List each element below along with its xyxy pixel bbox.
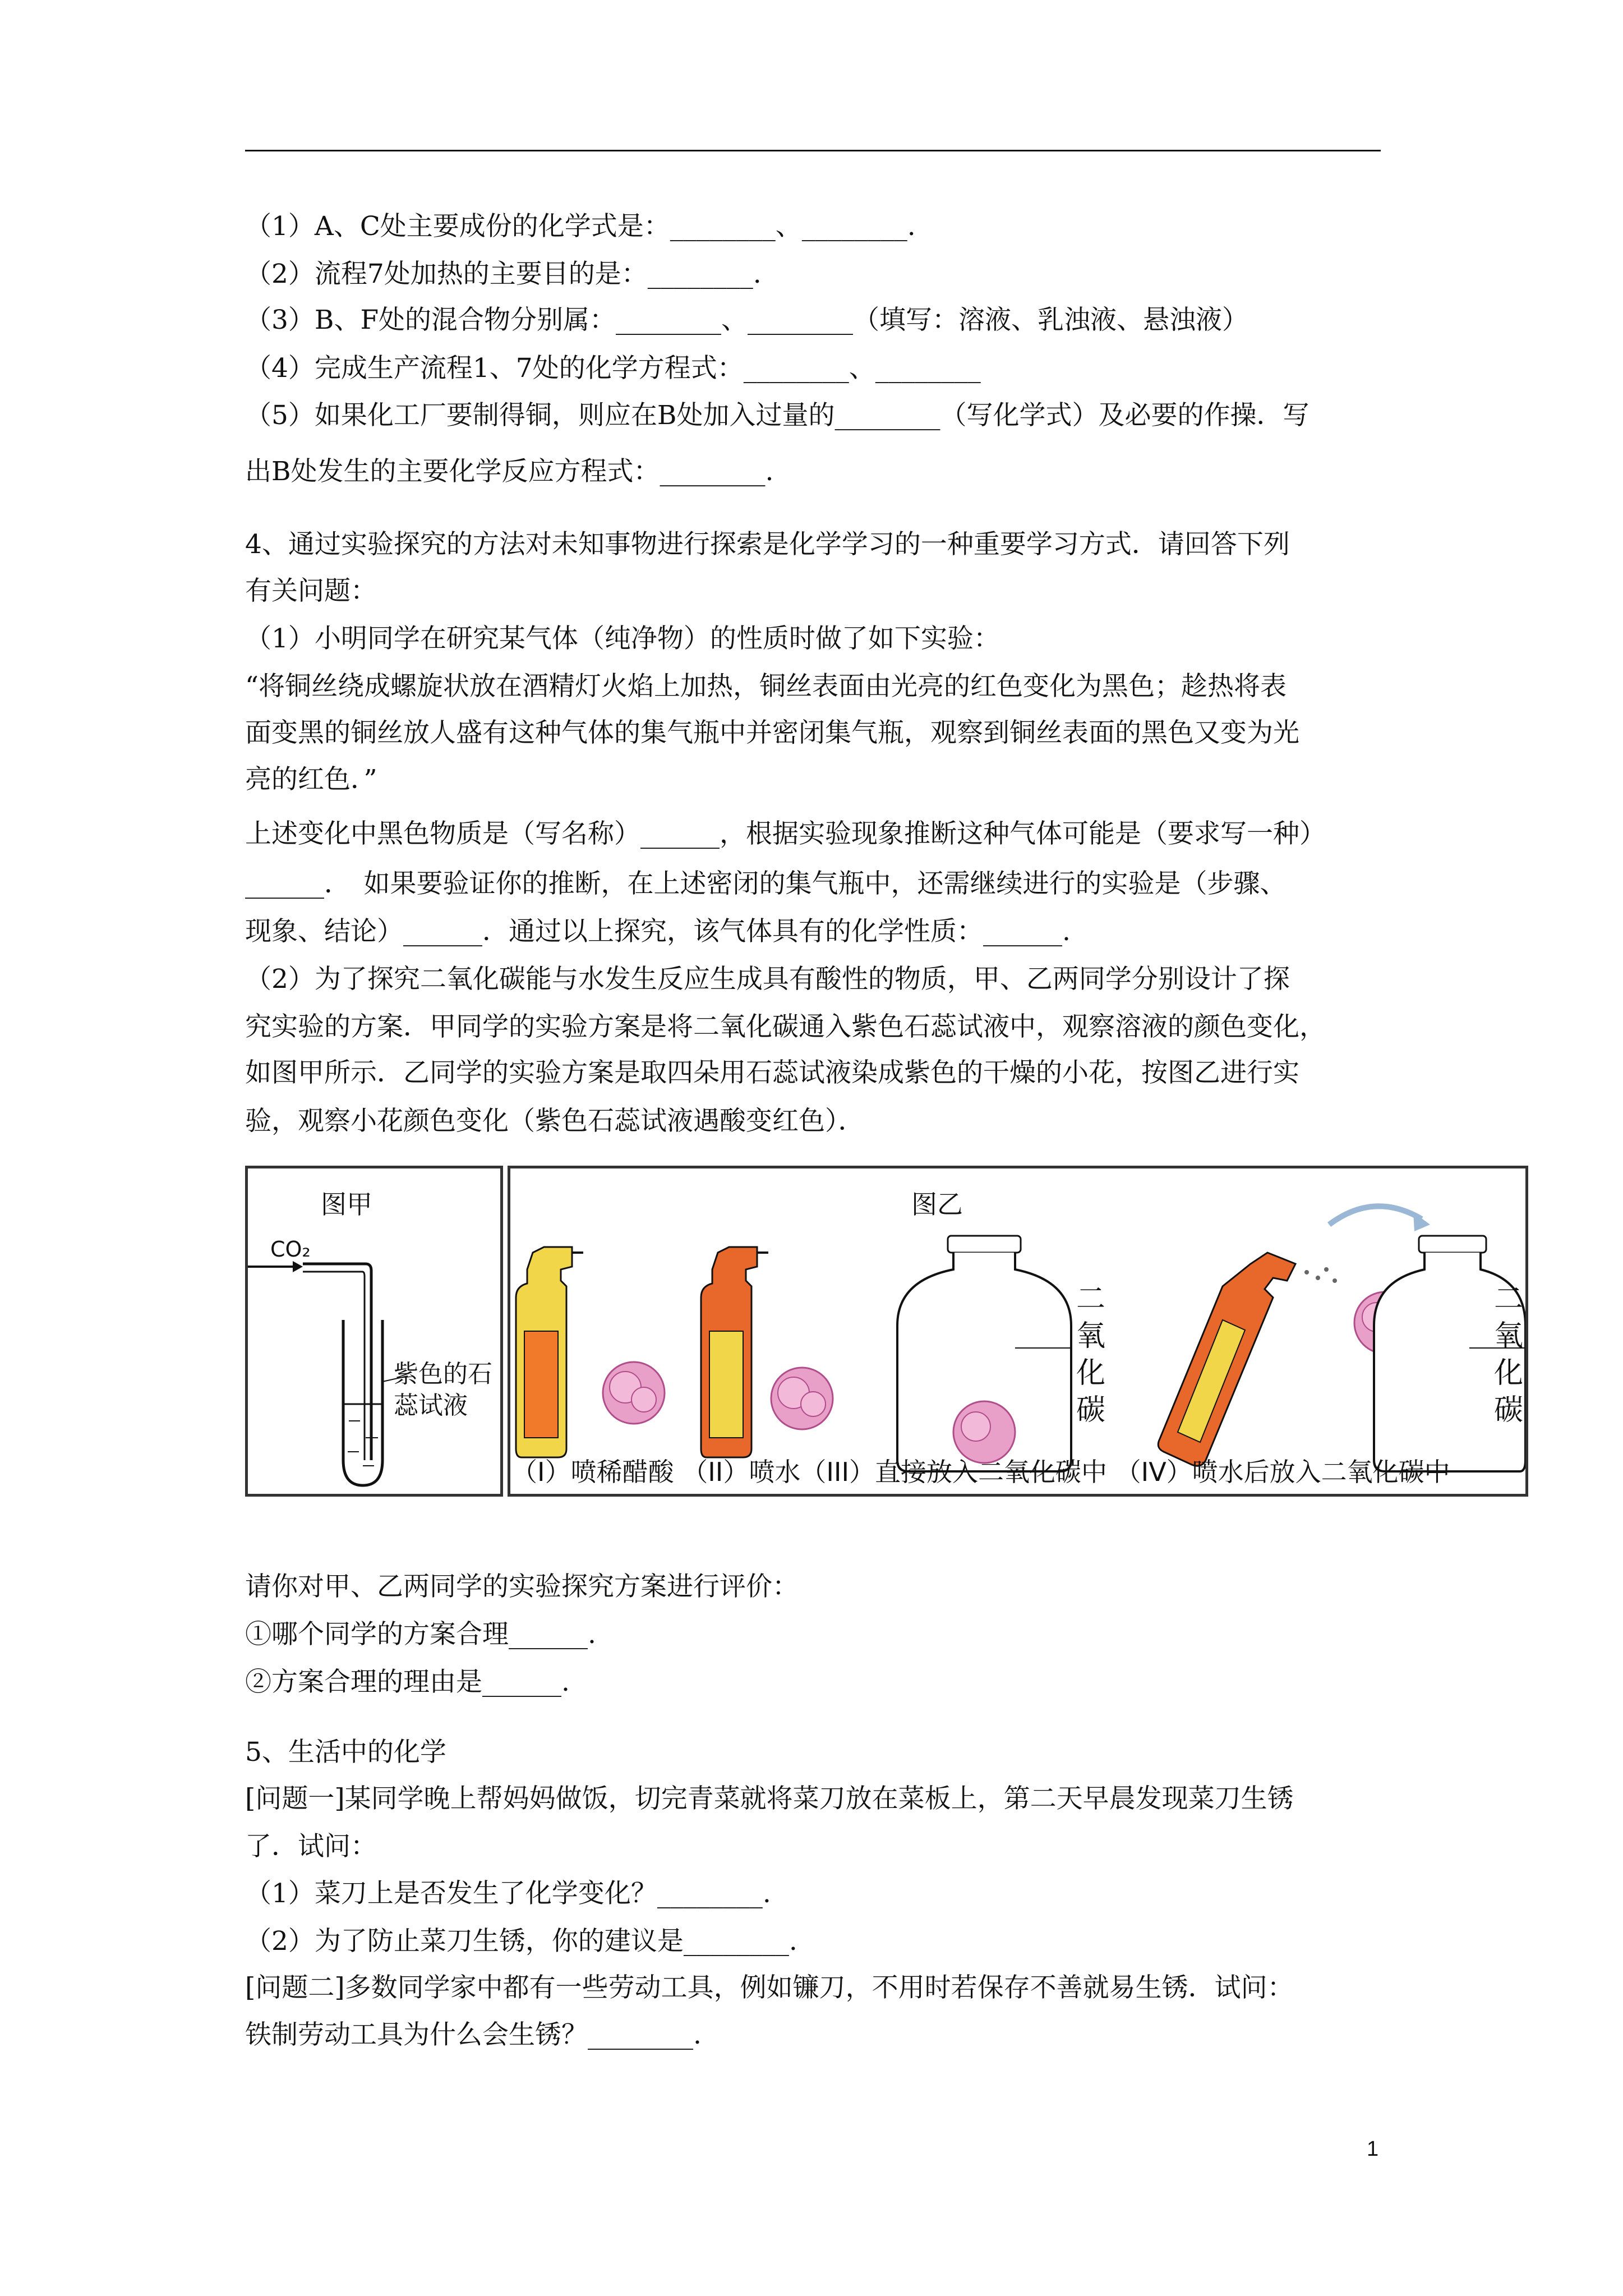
text-line: （1）菜刀上是否发生了化学变化？________. — [245, 1878, 771, 1909]
text-line: 验，观察小花颜色变化（紫色石蕊试液遇酸变红色）． — [245, 1106, 865, 1137]
text-line: （2）为了防止菜刀生锈，你的建议是________. — [245, 1926, 797, 1957]
header-rule — [245, 150, 1381, 151]
text-line: 究实验的方案．甲同学的实验方案是将二氧化碳通入紫色石蕊试液中，观察溶液的颜色变化， — [245, 1011, 1326, 1042]
text-line: [问题一]某同学晚上帮妈妈做饭，切完青菜就将菜刀放在菜板上，第二天早晨发现菜刀生锈 — [245, 1783, 1294, 1814]
text-line: 出B处发生的主要化学反应方程式：________. — [245, 456, 774, 487]
figure-b-caption: （I）喷稀醋酸 （II）喷水（III）直接放入二氧化碳中 （IV）喷水后放入二氧化碳中 — [511, 1457, 1450, 1487]
spray-bottle-2 — [701, 1247, 768, 1457]
liquid-label-1: 紫色的石 — [394, 1360, 492, 1388]
delivery-tube — [303, 1264, 371, 1460]
test-tube — [343, 1320, 382, 1485]
flower-2 — [771, 1368, 833, 1429]
figure-a — [245, 1166, 503, 1497]
text-line: ②方案合理的理由是______. — [245, 1667, 570, 1697]
figure-a-title: 图甲 — [321, 1189, 372, 1220]
flower-1 — [603, 1362, 665, 1424]
figure-b-illustrations — [510, 1168, 1525, 1494]
text-line: [问题二]多数同学家中都有一些劳动工具，例如镰刀，不用时若保存不善就易生锈．试问： — [245, 1972, 1294, 2003]
text-line: 面变黑的铜丝放人盛有这种气体的集气瓶中并密闭集气瓶，观察到铜丝表面的黑色又变为光 — [245, 717, 1299, 748]
text-line: （4）完成生产流程1、7处的化学方程式：________、________ — [245, 353, 981, 384]
gas-jar-1 — [897, 1236, 1071, 1471]
page-number: 1 — [1367, 2137, 1379, 2161]
text-line: 现象、结论）______．通过以上探究，该气体具有的化学性质：______. — [245, 916, 1071, 947]
text-line: （2）为了探究二氧化碳能与水发生反应生成具有酸性的物质，甲、乙两同学分别设计了探 — [245, 964, 1290, 995]
test-tube-apparatus — [248, 1168, 500, 1494]
text-line: 请你对甲、乙两同学的实验探究方案进行评价： — [245, 1571, 799, 1602]
co2-vertical-label-2: 二氧化碳 — [1493, 1282, 1523, 1427]
text-line: （5）如果化工厂要制得铜，则应在B处加入过量的________（写化学式）及必要的作操．写 — [245, 400, 1310, 431]
question-5-heading: 5、生活中的化学 — [245, 1737, 446, 1768]
figure-b-title: 图乙 — [911, 1189, 963, 1220]
text-line: 铁制劳动工具为什么会生锈？________. — [245, 2019, 702, 2050]
text-line: 上述变化中黑色物质是（写名称）______，根据实验现象推断这种气体可能是（要求写一种） — [245, 818, 1326, 849]
gas-arrow-head — [293, 1261, 303, 1272]
text-line: “将铜丝绕成螺旋状放在酒精灯火焰上加热，铜丝表面由光亮的红色变化为黑色；趁热将表 — [245, 671, 1287, 702]
text-line: 有关问题： — [245, 576, 377, 606]
text-line: （2）流程7处加热的主要目的是：________. — [245, 259, 762, 289]
spray-bottle-1 — [516, 1247, 583, 1457]
text-line: 了．试问： — [245, 1831, 377, 1862]
text-line: （3）B、F处的混合物分别属：________、________（填写：溶液、乳浊液、悬浊液） — [245, 305, 1249, 335]
text-line: （1）小明同学在研究某气体（纯净物）的性质时做了如下实验： — [245, 623, 1000, 654]
text-line: （1）A、C处主要成份的化学式是：________、________. — [245, 211, 916, 242]
spray-bottle-3 — [1158, 1253, 1337, 1466]
co2-label: CO₂ — [270, 1237, 311, 1262]
text-line: 亮的红色．” — [245, 764, 377, 795]
curved-arrow — [1329, 1206, 1422, 1225]
text-line: ①哪个同学的方案合理______. — [245, 1619, 596, 1650]
text-line: ______． 如果要验证你的推断，在上述密闭的集气瓶中，还需继续进行的实验是（步骤、 — [245, 868, 1287, 899]
liquid-label-2: 蕊试液 — [394, 1391, 468, 1420]
co2-vertical-label-1: 二氧化碳 — [1076, 1282, 1105, 1427]
text-line: 如图甲所示．乙同学的实验方案是取四朵用石蕊试液染成紫色的干燥的小花，按图乙进行实 — [245, 1057, 1299, 1088]
question-4-line: 4、通过实验探究的方法对未知事物进行探索是化学学习的一种重要学习方式．请回答下列 — [245, 529, 1290, 560]
figure-b — [508, 1166, 1528, 1497]
